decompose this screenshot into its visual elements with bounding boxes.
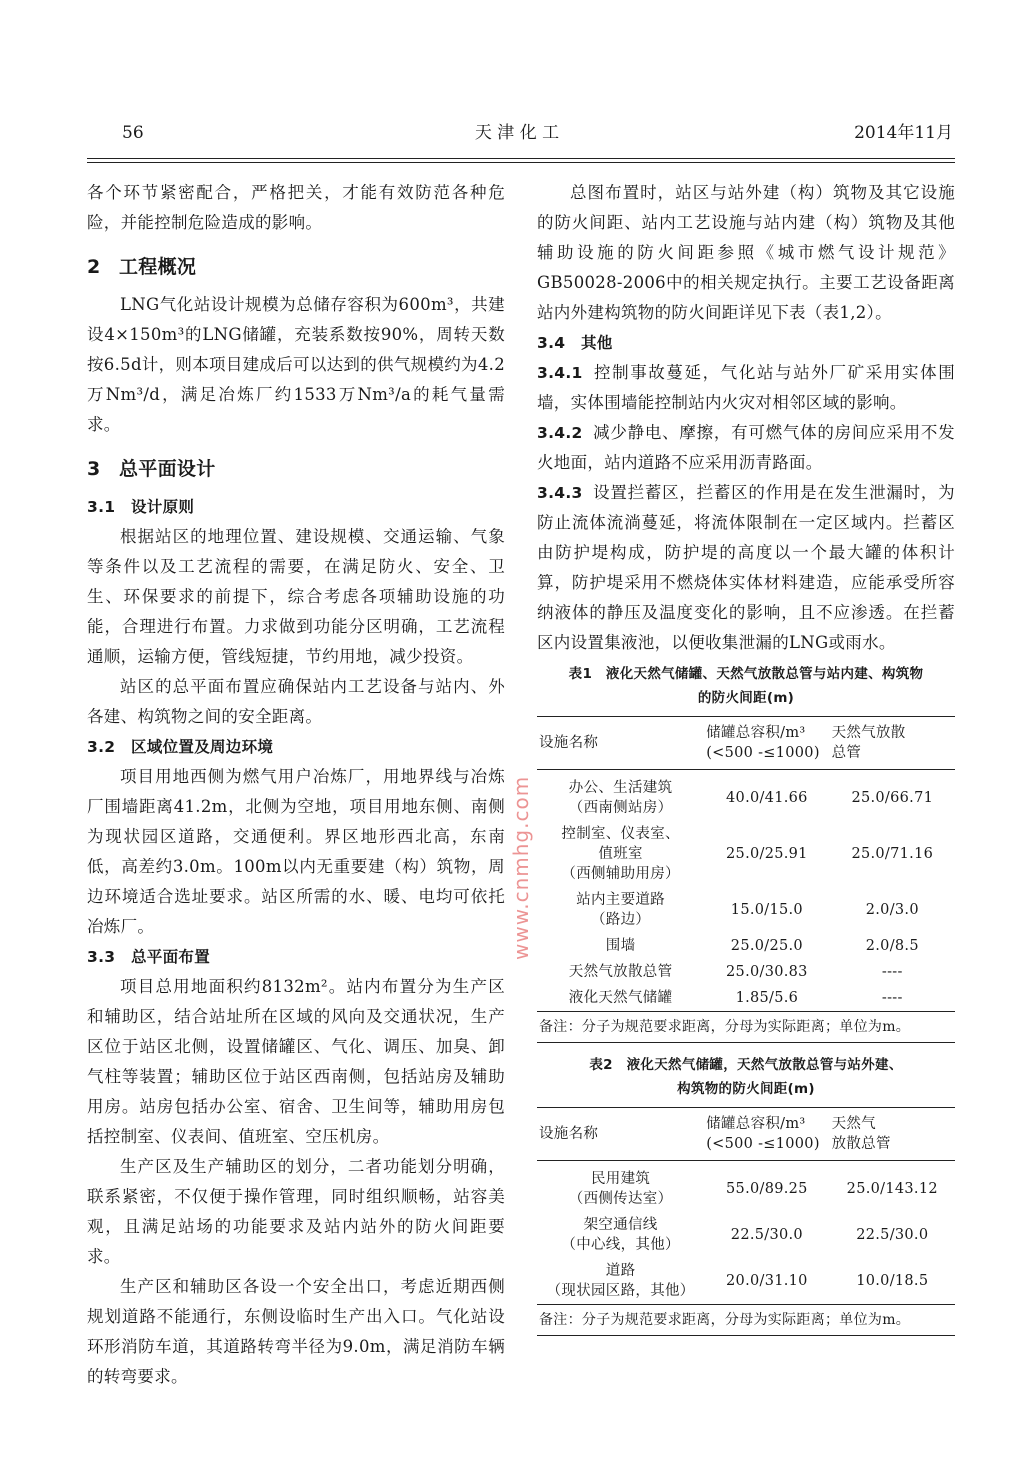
table-cell: 控制室、仪表室、 值班室 （西侧辅助用房） bbox=[561, 826, 680, 882]
paragraph: 总图布置时，站区与站外建（构）筑物及其它设施的防火间距、站内工艺设施与站内建（构）筑物及其他辅助设施的防火间距参照《城市燃气设计规范》GB50028-2006中的相关规定执行。主要工艺设备距离站内外建构筑物的防火间距详见下表（表1,2）。 bbox=[537, 183, 955, 322]
paragraph bbox=[537, 358, 955, 418]
subsection-heading bbox=[87, 492, 505, 522]
caption-line: 的防火间距(m) bbox=[697, 690, 795, 706]
table-row bbox=[537, 887, 955, 933]
issue-date: 2014年11月 bbox=[854, 123, 953, 143]
table-cell: 25.0/66.71 bbox=[851, 790, 934, 806]
section-number: 3.3 bbox=[87, 948, 116, 966]
table-row bbox=[537, 933, 955, 959]
paragraph: 生产区和辅助区各设一个安全出口，考虑近期西侧规划道路不能通行，东侧设临时生产出入口。气化站设环形消防车道，其道路转弯半径为9.0m，满足消防车辆的转弯要求。 bbox=[87, 1277, 505, 1386]
table-note: 备注：分子为规范要求距离，分母为实际距离；单位为m。 bbox=[537, 1305, 955, 1336]
table-row bbox=[537, 821, 955, 887]
table-cell: 55.0/89.25 bbox=[726, 1181, 808, 1197]
paragraph-text: 减少静电、摩擦，有可燃气体的房间应采用不发火地面，站内道路不应采用沥青路面。 bbox=[537, 423, 955, 472]
table-cell: 40.0/41.66 bbox=[726, 790, 808, 806]
table-cell: 25.0/25.0 bbox=[730, 938, 803, 954]
paragraph: 站区的总平面布置应确保站内工艺设备与站内、外各建、构筑物之间的安全距离。 bbox=[87, 677, 505, 726]
table-cell: 架空通信线 （中心线，其他） bbox=[561, 1217, 680, 1253]
section-heading bbox=[87, 454, 505, 484]
table-cell: ---- bbox=[881, 990, 903, 1006]
column-header: 储罐总容积/m³ (<500 -≤1000) bbox=[704, 1108, 829, 1161]
paragraph-text: 设置拦蓄区，拦蓄区的作用是在发生泄漏时，为防止流体流淌蔓延，将流体限制在一定区域内。拦蓄区由防护堤构成，防护堤的高度以一个最大罐的体积计算，防护堤采用不燃烧体实体材料建造，应能承受所容纳液体的静压及温度变化的影响，且不应渗透。在拦蓄区内设置集液池，以便收集泄漏的LNG或雨水。 bbox=[537, 483, 955, 652]
paragraph bbox=[537, 478, 955, 658]
subsection-heading bbox=[87, 732, 505, 762]
table-cell: 天然气放散总管 bbox=[568, 964, 673, 980]
section-title: 总平面设计 bbox=[119, 458, 216, 480]
journal-name: 天 津 化 工 bbox=[474, 123, 560, 143]
section-number: 3.4.2 bbox=[537, 424, 583, 442]
table-cell: 22.5/30.0 bbox=[856, 1227, 929, 1243]
table-cell: ---- bbox=[881, 964, 903, 980]
table-row bbox=[537, 1212, 955, 1258]
paragraph bbox=[537, 418, 955, 478]
paragraph: 根据站区的地理位置、建设规模、交通运输、气象等条件以及工艺流程的需要，在满足防火、安全、卫生、环保要求的前提下，综合考虑各项辅助设施的功能，合理进行布置。力求做到功能分区明确，工艺流程通顺，运输方便，管线短捷，节约用地，减少投资。 bbox=[87, 527, 505, 666]
section-number: 3.1 bbox=[87, 498, 116, 516]
table-cell: 1.85/5.6 bbox=[735, 990, 799, 1006]
watermark: www.cnmhg.com bbox=[509, 775, 533, 960]
paragraph: 项目总用地面积约8132m²。站内布置分为生产区和辅助区，结合站址所在区域的风向及交通状况，生产区位于站区北侧，设置储罐区、气化、调压、加臭、卸气柱等装置；辅助区位于站区西南侧，包括站房及辅助用房。站房包括办公室、宿舍、卫生间等，辅助用房包括控制室、仪表间、值班室、空压机房。 bbox=[87, 977, 505, 1146]
table-cell: 道路 （现状园区路，其他） bbox=[546, 1263, 695, 1299]
caption-line: 表1 液化天然气储罐、天然气放散总管与站内建、构筑物 bbox=[568, 666, 924, 682]
paragraph: 项目用地西侧为燃气用户冶炼厂，用地界线与冶炼厂围墙距离41.2m，北侧为空地，项目用地东侧、南侧为现状园区道路，交通便利。界区地形西北高，东南低，高差约3.0m。100m以内无重要建（构）筑物，周边环境适合选址要求。站区所需的水、暖、电均可依托冶炼厂。 bbox=[87, 767, 505, 936]
table-1 bbox=[537, 716, 955, 1043]
table-caption bbox=[537, 662, 955, 710]
column-header: 设施名称 bbox=[537, 717, 704, 770]
table-cell: 液化天然气储罐 bbox=[568, 990, 673, 1006]
table-cell: 22.5/30.0 bbox=[730, 1227, 803, 1243]
section-title: 设计原则 bbox=[131, 498, 195, 516]
table-cell: 25.0/30.83 bbox=[726, 964, 808, 980]
column-header: 天然气 放散总管 bbox=[830, 1108, 955, 1161]
table-cell: 围墙 bbox=[605, 938, 636, 954]
section-number: 3.4.3 bbox=[537, 484, 583, 502]
table-cell: 2.0/8.5 bbox=[865, 938, 919, 954]
table-cell: 办公、生活建筑 （西南侧站房） bbox=[568, 780, 673, 816]
paragraph-text: 控制事故蔓延，气化站与站外厂矿采用实体围墙，实体围墙能控制站内火灾对相邻区域的影响。 bbox=[537, 363, 955, 412]
left-column bbox=[87, 178, 505, 1392]
table-caption bbox=[537, 1053, 955, 1101]
table-cell: 2.0/3.0 bbox=[865, 902, 919, 918]
section-number: 3.4 bbox=[537, 334, 566, 352]
table-cell: 25.0/71.16 bbox=[851, 846, 934, 862]
subsection-heading bbox=[87, 942, 505, 972]
header-rule bbox=[87, 162, 955, 163]
column-header: 天然气放散 总管 bbox=[830, 717, 955, 770]
table-cell: 25.0/143.12 bbox=[846, 1181, 938, 1197]
column-header: 储罐总容积/m³ (<500 -≤1000) bbox=[704, 717, 829, 770]
section-title: 区域位置及周边环境 bbox=[131, 738, 274, 756]
section-number: 3.2 bbox=[87, 738, 116, 756]
caption-line: 表2 液化天然气储罐，天然气放散总管与站外建、 bbox=[589, 1057, 903, 1073]
table-row bbox=[537, 959, 955, 985]
table-row bbox=[537, 1161, 955, 1213]
table-2 bbox=[537, 1107, 955, 1336]
table-row bbox=[537, 985, 955, 1012]
table-note: 备注：分子为规范要求距离，分母为实际距离；单位为m。 bbox=[537, 1012, 955, 1043]
table-cell: 10.0/18.5 bbox=[856, 1273, 929, 1289]
section-number: 3 bbox=[87, 458, 101, 480]
table-cell: 25.0/25.91 bbox=[726, 846, 808, 862]
caption-line: 构筑物的防火间距(m) bbox=[677, 1081, 815, 1097]
right-column bbox=[537, 178, 955, 1336]
paragraph: 各个环节紧密配合，严格把关，才能有效防范各种危险，并能控制危险造成的影响。 bbox=[87, 183, 505, 232]
table-cell: 站内主要道路 （路边） bbox=[576, 892, 665, 928]
table-cell: 15.0/15.0 bbox=[730, 902, 803, 918]
column-header: 设施名称 bbox=[537, 1108, 704, 1161]
paragraph: LNG气化站设计规模为总储存容积为600m³，共建设4×150m³的LNG储罐，充装系数按90%，周转天数按6.5d计，则本项目建成后可以达到的供气规模约为4.2万Nm³/d，满足冶炼厂约1533万Nm³/a的耗气量需求。 bbox=[87, 295, 505, 434]
section-title: 工程概况 bbox=[119, 256, 197, 278]
table-cell: 民用建筑 （西侧传达室） bbox=[568, 1171, 673, 1207]
section-heading bbox=[87, 252, 505, 282]
table-row bbox=[537, 1258, 955, 1305]
section-title: 其他 bbox=[581, 334, 613, 352]
table-cell: 20.0/31.10 bbox=[726, 1273, 808, 1289]
table-row bbox=[537, 770, 955, 822]
section-number: 2 bbox=[87, 256, 101, 278]
page-number: 56 bbox=[122, 123, 144, 143]
section-number: 3.4.1 bbox=[537, 364, 583, 382]
header-rule bbox=[87, 158, 955, 159]
section-title: 总平面布置 bbox=[131, 948, 211, 966]
paragraph: 生产区及生产辅助区的划分，二者功能划分明确，联系紧密，不仅便于操作管理，同时组织顺畅，站容美观，且满足站场的功能要求及站内站外的防火间距要求。 bbox=[87, 1157, 505, 1266]
subsection-heading bbox=[537, 328, 955, 358]
